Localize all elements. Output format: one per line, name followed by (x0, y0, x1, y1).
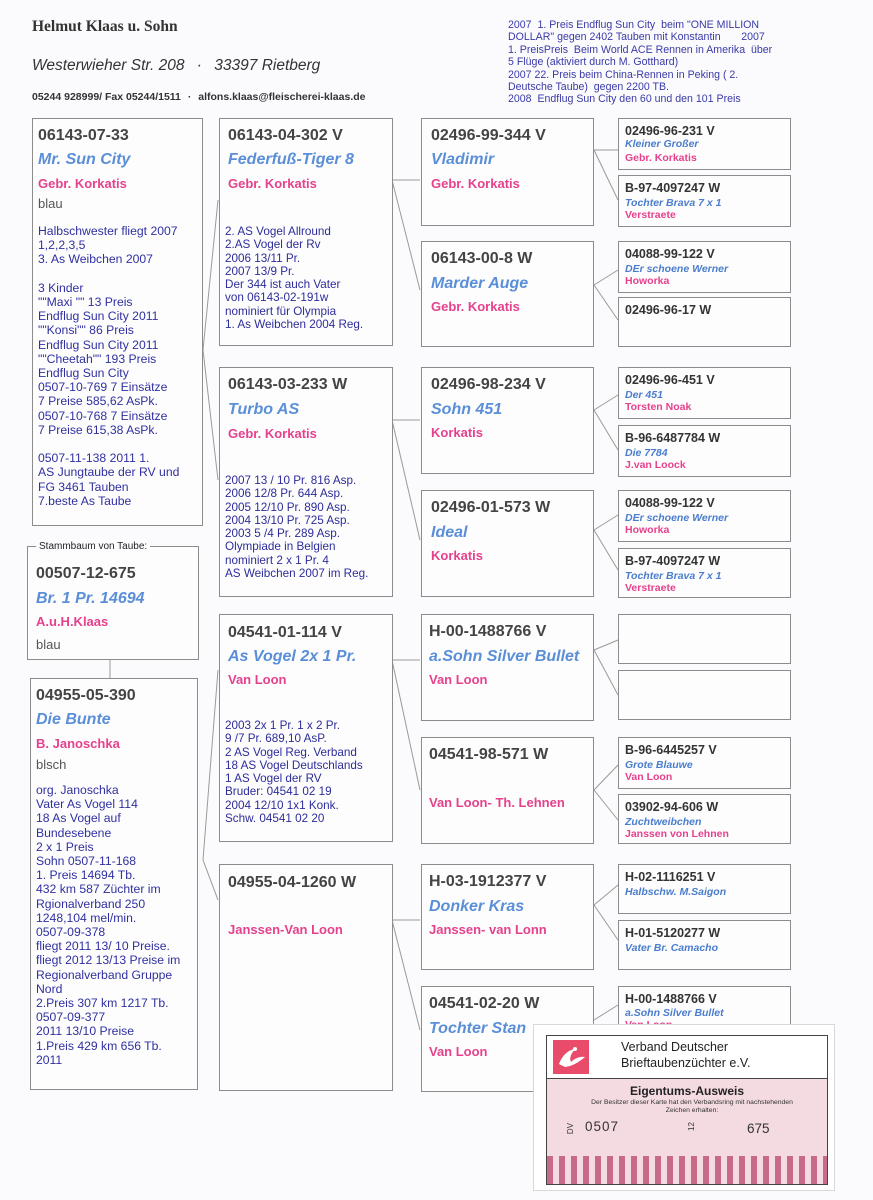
ggp-ring: H-00-1488766 V (429, 623, 547, 640)
card-ring-no: 675 (747, 1121, 770, 1136)
gggp-ring: H-00-1488766 V (625, 992, 717, 1006)
ggp-card (421, 614, 594, 721)
gggp-ring: 04088-99-122 V (625, 247, 715, 261)
sibling-card (32, 118, 203, 526)
subject-ring: 00507-12-675 (36, 565, 136, 582)
ggp-ring: 04541-02-20 W (429, 995, 540, 1012)
ggp-breeder: Gebr. Korkatis (431, 176, 520, 191)
sibling-color: blau (38, 196, 63, 211)
gp-ring: 04541-01-114 V (228, 624, 342, 641)
mother-notes: org. Janoschka Vater As Vogel 114 18 As Vogel auf Bundesebene 2 x 1 Preis Sohn 0507-11-168 1. Preis 14694 Tb. 432 km 587 Züchter im Rgionalverband 250 1248,104 mel/min. 0507-09-378 fliegt 2011 13/ 10 Preise. fliegt 2012 13/13 Preise im Regionalverband Gruppe Nord 2.Preis 307 km 1217 Tb. 0507-09-377 2011 13/10 Preise 1.Preis 429 km 656 Tb. 2011 (36, 783, 181, 1067)
card-number: 0507 (585, 1119, 620, 1134)
ggp-breeder: Van Loon (429, 672, 488, 687)
gggp-name: Kleiner Großer (625, 138, 699, 150)
gp-notes: 2007 13 / 10 Pr. 816 Asp. 2006 12/8 Pr. 644 Asp. 2005 12/10 Pr. 890 Asp. 2004 13/10 Pr. 725 Asp. 2003 5 /4 Pr. 289 Asp. Olympiade in Belgien nominiert 2 x 1 Pr. 4 AS Weibchen 2007 im Reg. (225, 474, 369, 581)
gggp-breeder: Van Loon (625, 771, 673, 783)
contact-line (32, 91, 366, 103)
card-title: Eigentums-Ausweis (629, 1084, 745, 1098)
ggp-card (421, 737, 594, 844)
gggp-ring: B-96-6487784 W (625, 431, 721, 445)
street: Westerwieher Str. 208 (32, 57, 185, 74)
ggp-ring: 06143-00-8 W (431, 250, 533, 267)
gggp-name: DEr schoene Werner (625, 512, 729, 524)
mother-color: blsch (36, 757, 67, 772)
gggp-card-empty (618, 670, 791, 720)
gggp-name: Zuchtweibchen (625, 816, 702, 828)
card-ornament-band (547, 1156, 827, 1184)
achievement-line: DOLLAR" gegen 2402 Tauben mit Konstantin 2007 (508, 31, 765, 44)
card-year: 12 (686, 1122, 696, 1131)
city: 33397 Rietberg (214, 57, 321, 74)
ggp-breeder: Gebr. Korkatis (431, 299, 520, 314)
gp-name: Turbo AS (228, 401, 300, 418)
gggp-card (618, 425, 791, 477)
grandparent-card (219, 864, 393, 1091)
gggp-card-empty (618, 614, 791, 664)
gp-breeder: Gebr. Korkatis (228, 176, 317, 191)
card-text: Der Besitzer dieser Karte hat den Verbandsring mit nachstehenden Zeichen erhalten: (591, 1099, 793, 1114)
subject-name: Br. 1 Pr. 14694 (36, 590, 145, 607)
gggp-ring: 04088-99-122 V (625, 496, 715, 510)
gggp-name: a.Sohn Silver Bullet (625, 1007, 724, 1019)
sibling-name: Mr. Sun City (38, 151, 131, 168)
ggp-breeder: Van Loon- Th. Lehnen (429, 795, 565, 810)
gggp-name: Vater Br. Camacho (625, 942, 718, 954)
card-header (547, 1036, 827, 1079)
gggp-name: Die 7784 (625, 447, 668, 459)
gggp-ring: B-97-4097247 W (625, 554, 721, 568)
ggp-name: Ideal (431, 524, 468, 541)
address-line (32, 57, 320, 75)
ggp-card (421, 367, 594, 474)
gggp-card (618, 548, 791, 598)
gggp-ring: 02496-96-17 W (625, 303, 712, 317)
gggp-breeder: Howorka (625, 275, 670, 287)
ggp-card (421, 118, 594, 226)
gggp-breeder: Torsten Noak (625, 401, 692, 413)
separator-dot: · (196, 57, 202, 74)
ggp-card (421, 241, 594, 347)
gggp-breeder: Janssen von Lehnen (625, 828, 729, 840)
card-prefix: DV (566, 1122, 576, 1135)
grandparent-card (219, 118, 393, 346)
stammbaum-label: Stammbaum von Taube: (36, 541, 150, 552)
mother-card (30, 678, 198, 1090)
achievement-line: 5 Flüge (aktiviert durch M. Gotthard) (508, 56, 679, 69)
mother-ring: 04955-05-390 (36, 687, 136, 704)
ggp-name: Marder Auge (431, 275, 529, 292)
gp-ring: 06143-03-233 W (228, 376, 348, 393)
subject-breeder: A.u.H.Klaas (36, 614, 109, 629)
gggp-card (618, 175, 791, 227)
gggp-card (618, 367, 791, 419)
sibling-breeder: Gebr. Korkatis (38, 176, 127, 191)
gp-notes: 2. AS Vogel Allround 2.AS Vogel der Rv 2006 13/11 Pr. 2007 13/9 Pr. Der 344 ist auch Vater von 06143-02-191w nominiert für Olympia 1. As Weibchen 2004 Reg. (225, 225, 364, 332)
ggp-breeder: Korkatis (431, 548, 484, 563)
achievement-line: 1. PreisPreis Beim World ACE Rennen in Amerika über (508, 43, 773, 56)
ggp-ring: 04541-98-571 W (429, 746, 549, 763)
ggp-ring: H-03-1912377 V (429, 873, 547, 890)
gggp-ring: 03902-94-606 W (625, 800, 719, 814)
email: alfons.klaas@fleischerei-klaas.de (198, 91, 366, 103)
gggp-name: Tochter Brava 7 x 1 (625, 197, 722, 209)
card-org-line1: Verband Deutscher (621, 1040, 729, 1054)
mother-name: Die Bunte (36, 711, 111, 728)
gggp-ring: H-01-5120277 W (625, 926, 721, 940)
phone-fax: 05244 928999/ Fax 05244/1511 (32, 91, 181, 103)
ggp-card (421, 490, 594, 597)
separator-dot-2: · (187, 91, 192, 103)
gggp-ring: B-96-6445257 V (625, 743, 717, 757)
ggp-name: a.Sohn Silver Bullet (429, 648, 580, 665)
grandparent-card (219, 614, 393, 842)
subject-color: blau (36, 637, 61, 652)
ggp-ring: 02496-98-234 V (431, 376, 546, 393)
gggp-breeder: Gebr. Korkatis (625, 152, 697, 164)
gggp-name: Der 451 (625, 389, 663, 401)
gggp-card (618, 864, 791, 914)
card-org-line2: Brieftaubenzüchter e.V. (621, 1056, 751, 1070)
gggp-name: Halbschw. M.Saigon (625, 886, 727, 898)
gp-ring: 04955-04-1260 W (228, 874, 357, 891)
gggp-card (618, 920, 791, 970)
gggp-card (618, 794, 791, 844)
gggp-ring: 02496-96-231 V (625, 124, 715, 138)
subject-card (27, 546, 199, 660)
achievement-line: Deutsche Taube) gegen 2200 TB. (508, 81, 669, 94)
gggp-name: Grote Blauwe (625, 759, 693, 771)
ggp-ring: 02496-01-573 W (431, 499, 551, 516)
gggp-card (618, 118, 791, 170)
gggp-breeder: Verstraete (625, 582, 676, 594)
card-inner (546, 1035, 828, 1185)
gp-breeder: Janssen-Van Loon (228, 922, 343, 937)
ggp-ring: 02496-99-344 V (431, 127, 546, 144)
achievements-block (508, 19, 858, 106)
ggp-breeder: Korkatis (431, 425, 484, 440)
ggp-name: Sohn 451 (431, 401, 503, 418)
gggp-card (618, 241, 791, 293)
sibling-ring: 06143-07-33 (38, 127, 129, 144)
gggp-name: Tochter Brava 7 x 1 (625, 570, 722, 582)
gggp-breeder: Howorka (625, 524, 670, 536)
gggp-ring: H-02-1116251 V (625, 870, 716, 884)
gp-name: As Vogel 2x 1 Pr. (228, 648, 357, 665)
achievement-line: 2008 Endflug Sun City den 60 und den 101 Preis (508, 93, 741, 106)
ggp-breeder: Janssen- van Lonn (429, 922, 547, 937)
ownership-card (534, 1025, 834, 1190)
gp-name: Federfuß-Tiger 8 (228, 151, 354, 168)
ggp-breeder: Van Loon (429, 1044, 488, 1059)
mother-breeder: B. Janoschka (36, 736, 120, 751)
gggp-breeder: J.van Loock (625, 459, 686, 471)
ggp-card (421, 864, 594, 970)
gp-notes: 2003 2x 1 Pr. 1 x 2 Pr. 9 /7 Pr. 689,10 AsP. 2 AS Vogel Reg. Verband 18 AS Vogel Deutschlands 1 AS Vogel der RV Bruder: 04541 02 19 2004 12/10 1x1 Konk. Schw. 04541 02 20 (225, 719, 363, 826)
gp-breeder: Van Loon (228, 672, 287, 687)
achievement-line: 2007 22. Preis beim China-Rennen in Peking ( 2. (508, 68, 739, 81)
breeder-name: Helmut Klaas u. Sohn (32, 18, 178, 35)
gp-breeder: Gebr. Korkatis (228, 426, 317, 441)
achievement-line: 2007 1. Preis Endflug Sun City beim "ONE MILLION (508, 19, 760, 31)
ggp-name: Tochter Stan (429, 1020, 527, 1037)
dove-logo-icon (553, 1040, 589, 1074)
gp-ring: 06143-04-302 V (228, 127, 343, 144)
sibling-notes: Halbschwester fliegt 2007 1,2,2,3,5 3. As Weibchen 2007 3 Kinder ""Maxi "" 13 Preis Endflug Sun City 2011 ""Konsi"" 86 Preis Endflug Sun City 2011 ""Cheetah"" 193 Preis Endflug Sun City 0507-10-769 7 Einsätze 7 Preise 585,62 AsPk. 0507-10-768 7 Einsätze 7 Preise 615,38 AsPk. 0507-11-138 2011 1. AS Jungtaube der RV und FG 3461 Tauben 7.beste As Taube (38, 224, 180, 508)
gggp-ring: 02496-96-451 V (625, 373, 715, 387)
gggp-card (618, 297, 791, 347)
ggp-name: Vladimir (431, 151, 495, 168)
ggp-name: Donker Kras (429, 898, 525, 915)
grandparent-card (219, 367, 393, 597)
gggp-ring: B-97-4097247 W (625, 181, 721, 195)
gggp-card (618, 490, 791, 542)
gggp-breeder: Verstraete (625, 209, 676, 221)
gggp-card (618, 737, 791, 789)
gggp-name: DEr schoene Werner (625, 263, 729, 275)
